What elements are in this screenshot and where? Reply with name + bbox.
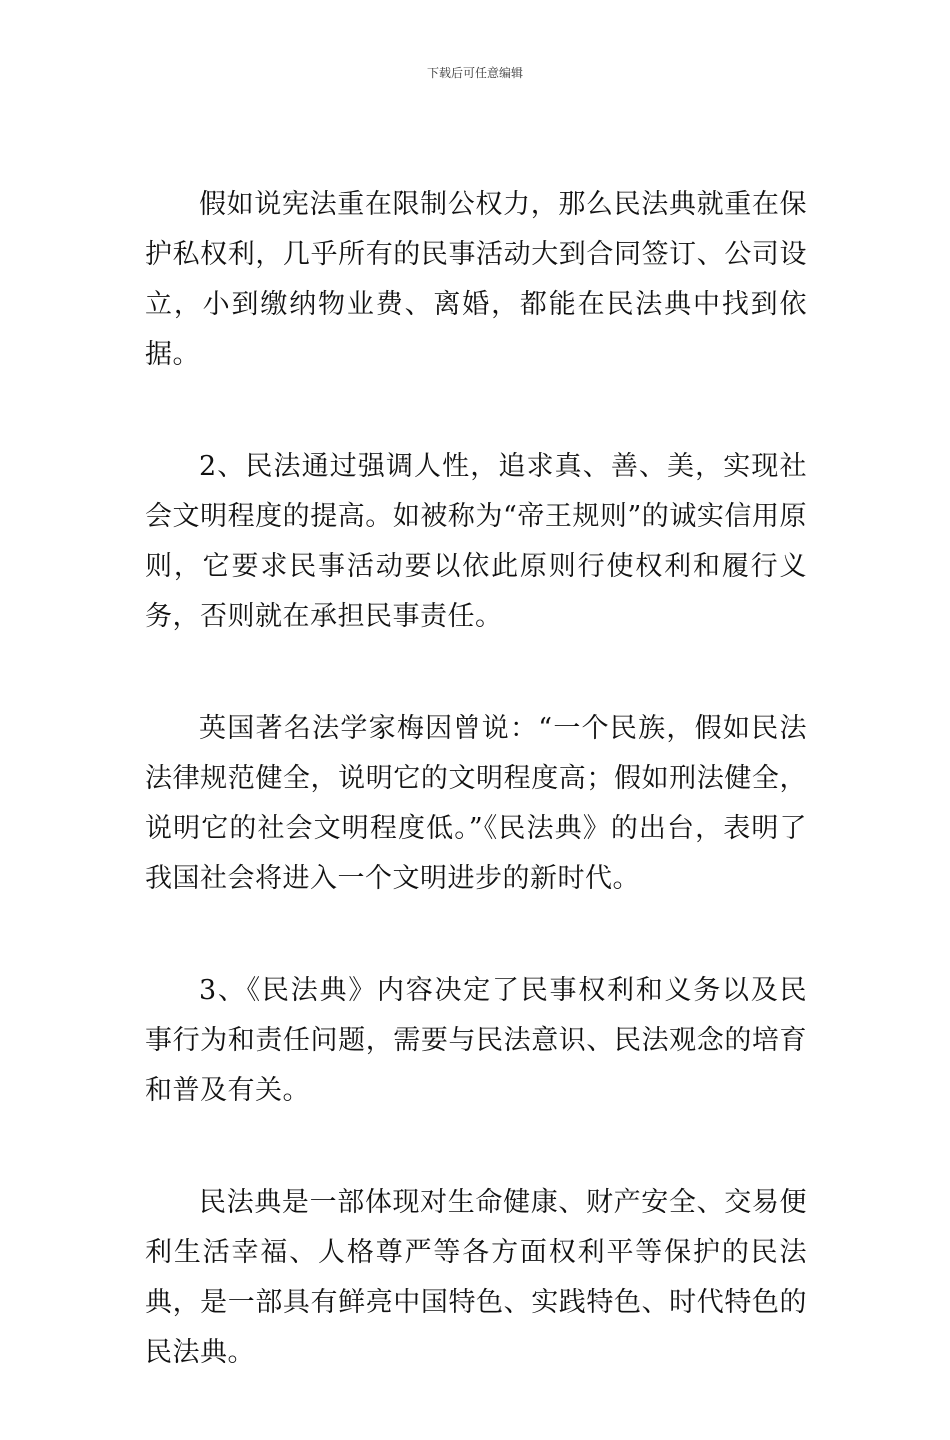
page-header: 下载后可任意编辑 (426, 66, 523, 80)
paragraph-5: 民法典是一部体现对生命健康、财产安全、交易便利生活幸福、人格尊严等各方面权利平等保护的民法典，是一部具有鲜亮中国特色、实践特色、时代特色的民法典。 (145, 1187, 807, 1368)
paragraph-1: 假如说宪法重在限制公权力，那么民法典就重在保护私权利，几乎所有的民事活动大到合同签订、公司设立，小到缴纳物业费、离婚，都能在民法典中找到依据。 (145, 189, 807, 370)
paragraph-2: 2、民法通过强调人性，追求真、善、美，实现社会文明程度的提高。如被称为“帝王规则”的诚实信用原则，它要求民事活动要以依此原则行使权利和履行义务，否则就在承担民事责任。 (145, 451, 807, 632)
paragraph-3: 英国著名法学家梅因曾说：“一个民族，假如民法法律规范健全，说明它的文明程度高；假如刑法健全，说明它的社会文明程度低。”《民法典》的出台，表明了我国社会将进入一个文明进步的新时代。 (145, 713, 807, 894)
paragraph-4: 3、《民法典》内容决定了民事权利和义务以及民事行为和责任问题，需要与民法意识、民法观念的培育和普及有关。 (145, 975, 807, 1106)
document-body (145, 180, 807, 1440)
